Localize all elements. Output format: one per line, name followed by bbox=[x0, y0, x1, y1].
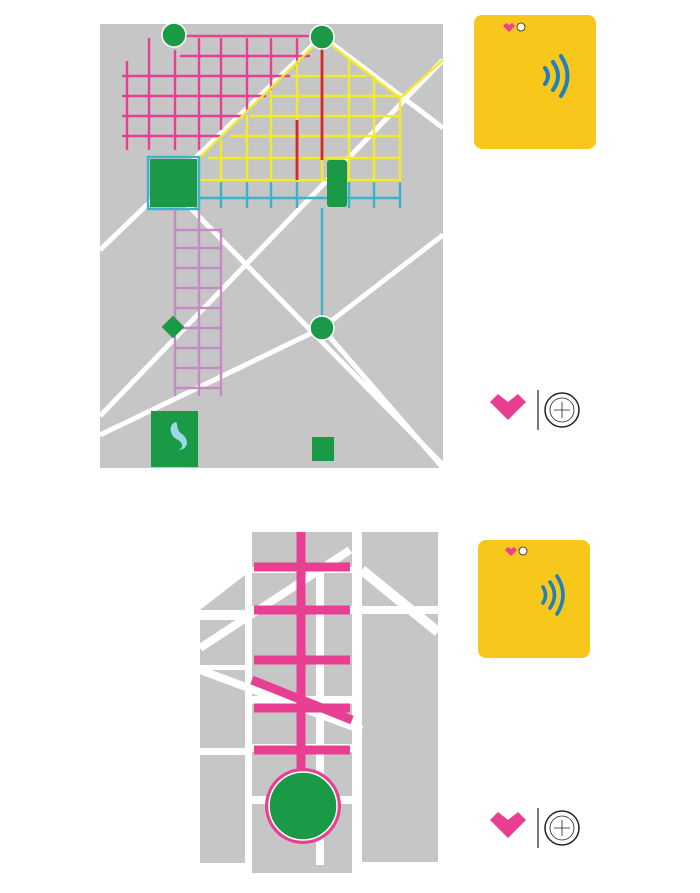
city-bell-map bbox=[0, 510, 470, 890]
plaza-moreno bbox=[150, 159, 197, 207]
seal-icon bbox=[517, 23, 525, 31]
parking-sign-bottom bbox=[477, 539, 591, 659]
plaza-paso bbox=[162, 23, 186, 47]
logo-graphic bbox=[478, 806, 588, 850]
plaza-espana bbox=[312, 437, 334, 461]
seal-icon bbox=[519, 547, 527, 555]
heart-logo-icon bbox=[490, 394, 526, 420]
la-plata-logo-top bbox=[478, 388, 588, 437]
parque-saavedra bbox=[151, 411, 198, 467]
plaza-san-martin bbox=[327, 160, 347, 207]
plaza-belgrano bbox=[265, 768, 341, 844]
la-plata-logo-bottom bbox=[478, 806, 588, 855]
plaza-italia bbox=[310, 25, 334, 49]
plaza-rocha bbox=[310, 316, 334, 340]
heart-logo-icon bbox=[490, 812, 526, 838]
parking-sign-top bbox=[473, 14, 597, 150]
logo-graphic bbox=[478, 388, 588, 432]
la-plata-map bbox=[0, 0, 460, 470]
